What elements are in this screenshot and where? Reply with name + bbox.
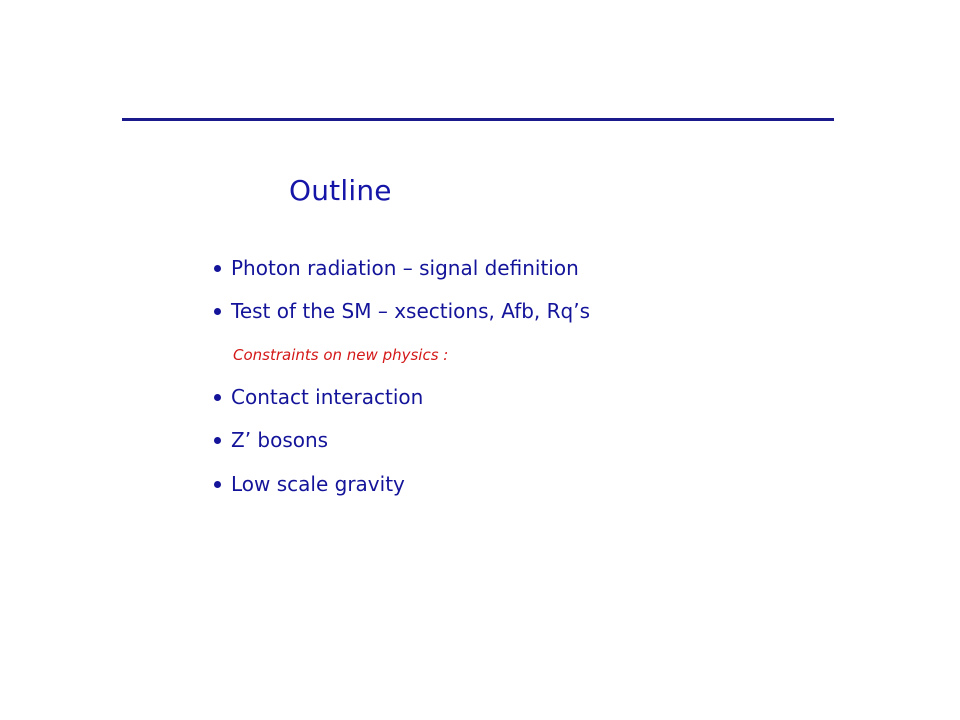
bullet-label: Z’ bosons — [231, 428, 329, 452]
bullet-icon — [214, 265, 221, 272]
bullet-icon — [214, 437, 221, 444]
bullet-label: Test of the SM – xsections, Afb, Rq’s — [231, 299, 591, 323]
constraints-note: Constraints on new physics : — [233, 346, 449, 364]
bullet-label: Photon radiation – signal definition — [231, 256, 579, 280]
bullet-icon — [214, 394, 221, 401]
slide-title: Outline — [289, 174, 392, 207]
bullet-icon — [214, 308, 221, 315]
bullet-label: Low scale gravity — [231, 472, 405, 496]
bullet-label: Contact interaction — [231, 385, 424, 409]
bullet-icon — [214, 481, 221, 488]
title-rule — [122, 118, 834, 121]
